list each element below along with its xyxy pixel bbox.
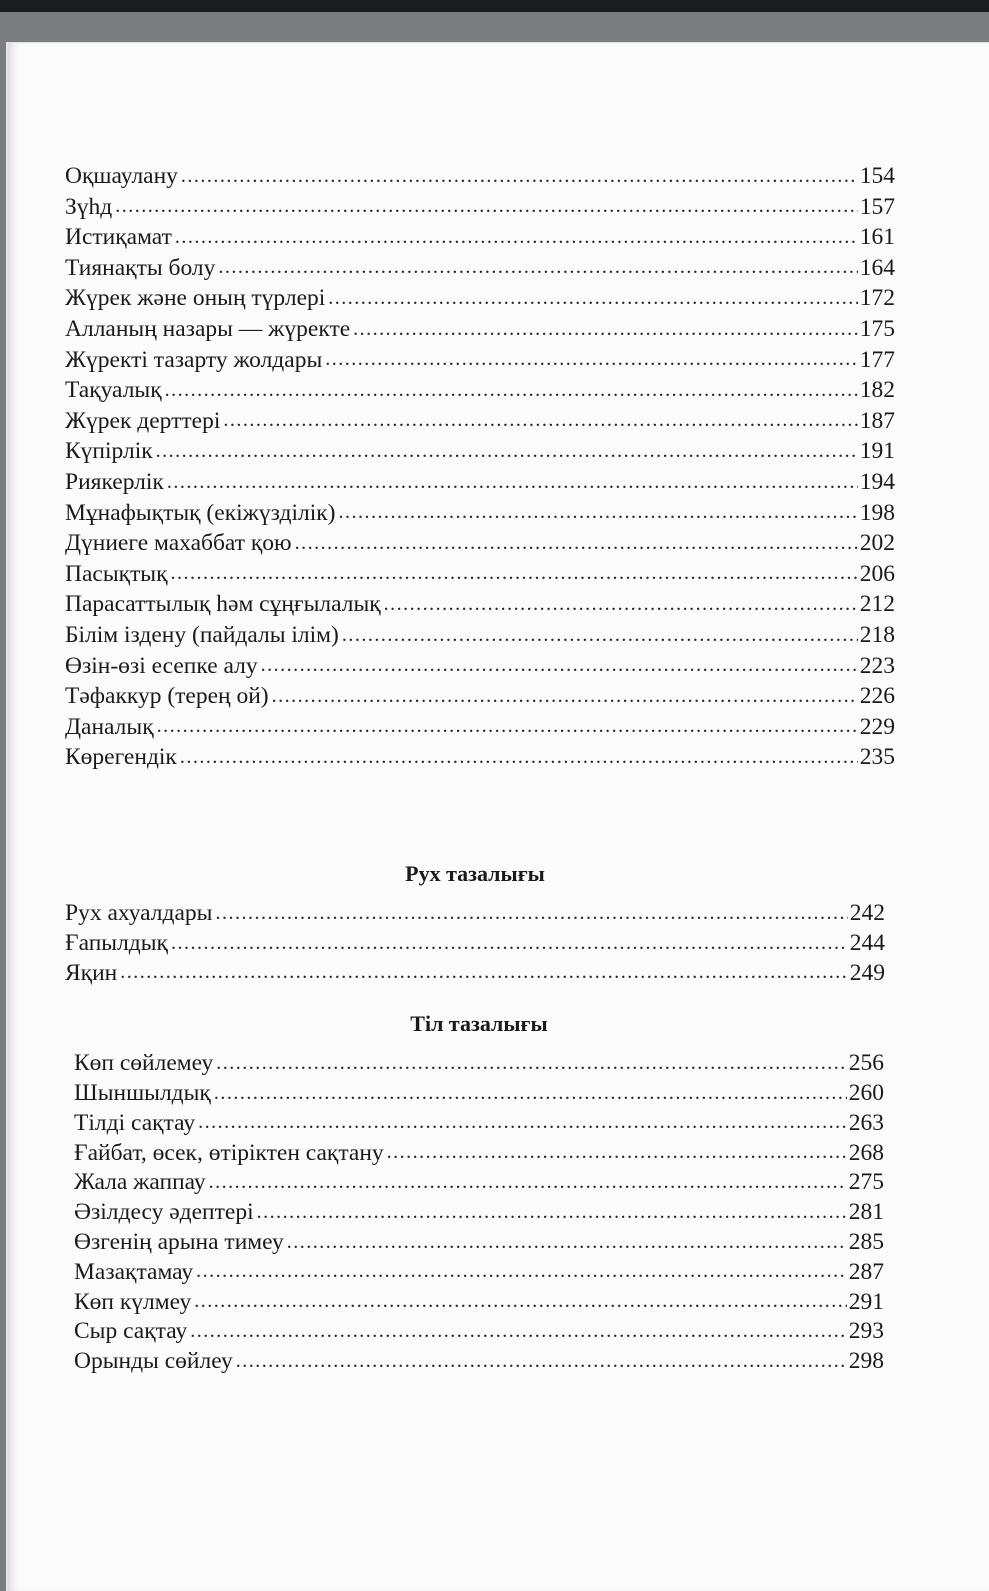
toc-title: Білім іздену (пайдалы ілім)	[65, 622, 339, 648]
toc-row	[65, 403, 895, 434]
toc-page-number: 154	[859, 163, 895, 190]
toc-title: Мазақтамау	[74, 1258, 194, 1285]
dot-leader	[171, 563, 858, 583]
dot-leader	[120, 962, 848, 982]
top-dark-strip	[0, 0, 989, 12]
toc-row	[65, 617, 895, 648]
dot-leader	[198, 1112, 847, 1132]
dot-leader	[236, 1351, 847, 1371]
toc-page-number: 249	[849, 959, 885, 986]
toc-row	[65, 219, 895, 250]
toc-page-number: 198	[859, 499, 895, 526]
dot-leader	[209, 1172, 847, 1192]
toc-page-number: 285	[848, 1229, 884, 1256]
toc-title: Яқин	[65, 959, 118, 986]
toc-page-number: 226	[859, 683, 895, 710]
dot-leader	[214, 1083, 847, 1103]
toc-page-number: 260	[848, 1080, 884, 1107]
toc-page-number: 275	[848, 1169, 884, 1196]
toc-row	[65, 926, 885, 956]
toc-row	[65, 556, 895, 587]
toc-row	[65, 896, 885, 926]
dot-leader	[194, 1291, 847, 1311]
dot-leader	[387, 1142, 847, 1162]
dot-leader	[223, 410, 857, 430]
toc-title: Ғапылдық	[65, 930, 168, 957]
toc-page-number: 161	[859, 224, 895, 251]
toc-row	[65, 342, 895, 373]
toc-row	[74, 1255, 884, 1285]
toc-page-number: 293	[848, 1318, 884, 1345]
dot-leader	[353, 319, 858, 339]
toc-section-til	[74, 1006, 884, 1374]
toc-page-number: 175	[859, 316, 895, 343]
toc-title: Шыншылдық	[74, 1080, 211, 1107]
toc-title: Тілді сақтау	[74, 1109, 196, 1136]
dot-leader	[295, 533, 858, 553]
toc-page-number: 256	[848, 1050, 884, 1077]
toc-page-number: 206	[859, 560, 895, 587]
toc-page-number: 182	[859, 377, 895, 404]
dot-leader	[171, 933, 848, 953]
toc-title: Жүректі тазарту жолдары	[65, 346, 323, 373]
toc-row	[65, 311, 895, 342]
dot-leader	[328, 288, 857, 308]
toc-row	[74, 1135, 884, 1165]
toc-title: Тәфаккур (терең ой)	[65, 683, 269, 710]
toc-row	[65, 464, 895, 495]
toc-page-number: 244	[849, 930, 885, 957]
toc-page-number: 223	[859, 652, 895, 679]
toc-title: Пасықтық	[65, 560, 168, 587]
toc-row	[74, 1284, 884, 1314]
toc-page-number: 242	[849, 900, 885, 927]
toc-row	[65, 709, 895, 740]
toc-title: Көп күлмеу	[74, 1288, 192, 1315]
toc-row	[65, 739, 895, 770]
toc-row	[65, 158, 895, 189]
dot-leader	[338, 502, 857, 522]
dot-leader	[216, 1053, 846, 1073]
dot-leader	[215, 903, 847, 923]
toc-row	[65, 956, 885, 986]
toc-row	[65, 433, 895, 464]
toc-title: Көп сөйлемеу	[74, 1050, 214, 1077]
toc-title: Сыр сақтау	[74, 1318, 188, 1345]
toc-page-number: 212	[859, 591, 895, 618]
toc-page-number: 194	[859, 469, 895, 496]
dot-leader	[218, 257, 857, 277]
dot-leader	[325, 349, 858, 369]
dot-leader	[180, 747, 858, 767]
toc-row	[65, 250, 895, 281]
toc-title: Рух ахуалдары	[65, 900, 213, 927]
dot-leader	[157, 716, 858, 736]
dot-leader	[384, 594, 858, 614]
toc-row	[74, 1344, 884, 1374]
toc-page-number: 268	[848, 1139, 884, 1166]
toc-row	[65, 586, 895, 617]
toc-row	[65, 495, 895, 526]
toc-title: Жала жаппау	[74, 1169, 206, 1196]
dot-leader	[196, 1261, 847, 1281]
toc-page-number: 202	[859, 530, 895, 557]
toc-page-number: 235	[859, 744, 895, 771]
toc-row	[74, 1225, 884, 1255]
toc-row	[65, 189, 895, 220]
toc-page-number: 263	[848, 1109, 884, 1136]
toc-title: Дүниеге махаббат қою	[65, 530, 292, 557]
toc-title: Жүрек және оның түрлері	[65, 285, 326, 312]
toc-page-number: 218	[859, 622, 895, 648]
toc-page-number: 291	[848, 1288, 884, 1315]
toc-row	[65, 525, 895, 556]
toc-title: Жүрек дерттері	[65, 407, 221, 434]
section-heading: Тіл тазалығы	[410, 1011, 548, 1036]
dot-leader	[261, 655, 858, 675]
toc-title: Әзілдесу әдептері	[74, 1199, 254, 1226]
toc-title: Оқшаулану	[65, 163, 178, 190]
toc-row	[65, 648, 895, 679]
toc-title: Тақуалық	[65, 377, 162, 404]
toc-title: Көрегендік	[65, 744, 177, 771]
toc-row	[74, 1195, 884, 1225]
toc-row	[74, 1165, 884, 1195]
dot-leader	[156, 441, 858, 461]
book-page	[6, 42, 989, 1591]
toc-page-number: 187	[859, 407, 895, 434]
section-heading: Рух тазалығы	[405, 861, 545, 886]
toc-page-number: 287	[848, 1258, 884, 1285]
toc-title: Өзін-өзі есепке алу	[65, 652, 258, 679]
toc-row	[74, 1046, 884, 1076]
dot-leader	[272, 686, 858, 706]
toc-title: Парасаттылық һәм сұңғылалық	[65, 591, 381, 618]
toc-page-number: 281	[848, 1199, 884, 1226]
toc-row	[65, 280, 895, 311]
toc-title: Ғайбат, өсек, өтіріктен сақтану	[74, 1139, 384, 1166]
toc-title: Мұнафықтық (екіжүзділік)	[65, 499, 336, 526]
toc-title: Истиқамат	[65, 224, 172, 251]
toc-row	[65, 678, 895, 709]
toc-row	[65, 372, 895, 403]
dot-leader	[257, 1202, 847, 1222]
toc-title: Күпірлік	[65, 438, 153, 465]
toc-title: Алланың назары — жүректе	[65, 316, 351, 343]
toc-title: Өзгенің арына тимеу	[74, 1229, 284, 1256]
toc-page-number: 191	[859, 438, 895, 465]
toc-row	[74, 1314, 884, 1344]
toc-title: Зүһд	[65, 193, 113, 220]
toc-row	[74, 1076, 884, 1106]
dot-leader	[115, 196, 858, 216]
dot-leader	[165, 380, 858, 400]
dot-leader	[287, 1232, 847, 1252]
toc-title: Даналық	[65, 713, 154, 740]
toc-title: Риякерлік	[65, 469, 164, 496]
toc-row	[74, 1106, 884, 1136]
toc-page-number: 157	[859, 193, 895, 220]
dot-leader	[190, 1321, 847, 1341]
toc-title: Тиянақты болу	[65, 254, 216, 281]
toc-section-ruh	[65, 856, 885, 985]
toc-page-number: 298	[848, 1348, 884, 1375]
toc-page-number: 172	[859, 285, 895, 312]
dot-leader	[167, 472, 858, 492]
toc-page-number: 229	[859, 713, 895, 740]
toc-list-main	[65, 158, 895, 770]
toc-page-number: 164	[859, 254, 895, 281]
toc-page-number: 177	[859, 346, 895, 373]
toc-title: Орынды сөйлеу	[74, 1348, 233, 1375]
dot-leader	[181, 166, 858, 186]
dot-leader	[175, 227, 858, 247]
dot-leader	[342, 625, 858, 645]
